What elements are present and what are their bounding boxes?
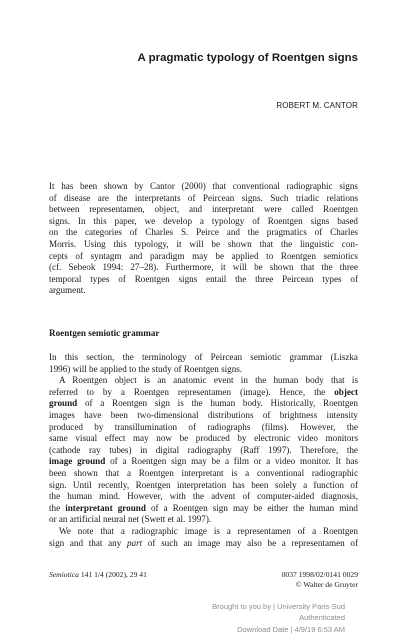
term-object: object xyxy=(334,386,359,397)
term-object-ground: ground xyxy=(49,398,78,409)
watermark-line: Download Date | 4/9/19 6:53 AM xyxy=(237,624,345,634)
body-line: been shown that a Roentgen interpretant is a conventional radiographic xyxy=(49,467,358,478)
abstract-line: It has been shown by Cantor (2000) that conventional radiographic signs xyxy=(49,181,358,191)
watermark-line: Brought to you by | University Paris-Sud xyxy=(212,602,345,611)
body-line: sign and that any part of such an image may also be a representamen of xyxy=(49,537,358,548)
term-part: part xyxy=(126,537,143,548)
article-title: A pragmatic typology of Roentgen signs xyxy=(137,52,358,64)
body-line: We note that a radiographic image is a representamen of a Roentgen xyxy=(59,525,358,536)
download-watermark xyxy=(212,601,345,635)
abstract-line: on the categories of Charles S. Peirce and the pragmatics of Charles xyxy=(49,227,358,238)
body-line: the interpretant ground of a Roentgen sign may be either the human mind xyxy=(49,502,358,513)
abstract-line: (cf. Sebeok 1994: 27–28). Furthermore, it will be shown that the three xyxy=(49,262,358,273)
body-line: (cathode ray tubes) in digital radiography (Raff 1997). Therefore, the xyxy=(49,444,358,455)
body-line: sign. Until recently, Roentgen interpretation has been solely a function of xyxy=(49,479,358,490)
body-line: A Roentgen object is an anatomic event in the human body that is xyxy=(59,375,358,386)
body-line: referred to by a Roentgen representamen (image). Hence, the object xyxy=(49,386,359,397)
watermark-line: Authenticated xyxy=(299,613,345,623)
section-body xyxy=(49,352,358,549)
abstract xyxy=(49,181,358,297)
abstract-line: cepts of syntagm and paradigm may be applied to Roentgen semiotics xyxy=(49,250,358,261)
abstract-line: temporal types of Roentgen signs entail the three Peircean types of xyxy=(49,273,358,284)
body-line: image ground of a Roentgen sign may be a film or a video monitor. It has xyxy=(49,456,358,467)
body-line: ground of a Roentgen sign is the human body. Historically, Roentgen xyxy=(49,398,358,409)
abstract-line: Morris. Using this typology, it will be shown that the linguistic con- xyxy=(49,238,358,249)
body-line: images have been two-dimensional distributions of brightness intensity xyxy=(49,409,358,420)
body-line: same visual effect may now be produced by electronic video monitors xyxy=(49,433,358,444)
body-line: the human mind. However, with the advent of computer-aided diagnosis, xyxy=(49,491,358,502)
publisher: © Walter de Gruyter xyxy=(295,580,358,589)
body-line: or an artificial neural net (Swett et al. 1997). xyxy=(49,514,212,525)
author-name: ROBERT M. CANTOR xyxy=(276,101,358,110)
abstract-line: of disease are the interpretants of Peircean signs. Such triadic relations xyxy=(49,192,358,203)
section-heading: Roentgen semiotic grammar xyxy=(49,328,160,338)
abstract-line: argument. xyxy=(49,285,86,296)
term-image-ground: image ground xyxy=(49,456,106,467)
abstract-line: signs. In this paper, we develop a typology of Roentgen signs based xyxy=(49,215,358,226)
term-interpretant-ground: interpretant ground xyxy=(65,502,146,513)
publisher-info xyxy=(282,570,358,590)
journal-name: Semiotica xyxy=(49,570,79,579)
body-line: produced by transillumination of radiographs (films). However, the xyxy=(49,421,358,432)
abstract-line: between representamen, object, and interpretant were called Roentgen xyxy=(49,204,358,215)
issn: 0037 1998/02/0141 0029 xyxy=(281,570,358,579)
body-line: In this section, the terminology of Peircean semiotic grammar (Liszka xyxy=(49,352,358,362)
body-line: 1996) will be applied to the study of Roentgen signs. xyxy=(49,363,243,374)
journal-citation: Semiotica 141 1/4 (2002), 29 41 xyxy=(49,570,147,579)
